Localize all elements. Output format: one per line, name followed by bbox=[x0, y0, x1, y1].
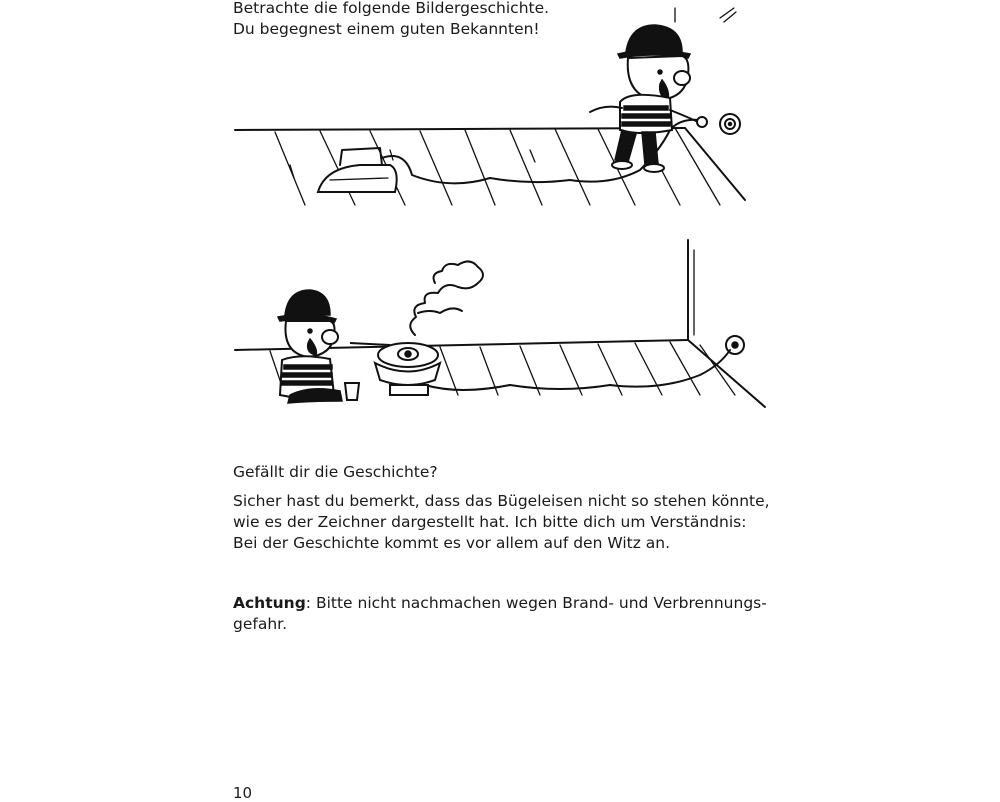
question-text: Gefällt dir die Geschichte? bbox=[233, 463, 438, 481]
explanation-line-3: Bei der Geschichte kommt es vor allem auf den Witz an. bbox=[233, 534, 671, 552]
warning-note bbox=[233, 593, 767, 635]
salt-shaker-icon bbox=[345, 383, 359, 400]
page-number: 10 bbox=[233, 784, 253, 802]
steam-icon bbox=[410, 261, 483, 335]
warning-line-2: gefahr. bbox=[233, 615, 288, 633]
frying-pan-icon bbox=[350, 343, 440, 395]
intro-line-1: Betrachte die folgende Bildergeschichte. bbox=[233, 0, 550, 17]
comic-panel-2-illustration bbox=[230, 235, 770, 415]
explanation-line-2: wie es der Zeichner dargestellt hat. Ich bitte dich um Verständnis: bbox=[233, 513, 747, 531]
comic-panel-1 bbox=[230, 0, 750, 215]
intro-line-2: Du begegnest einem guten Bekannten! bbox=[233, 20, 540, 38]
comic-panel-2 bbox=[230, 235, 770, 415]
comic-panel-1-illustration bbox=[230, 0, 750, 215]
iron-icon bbox=[318, 148, 397, 192]
man-figure-2 bbox=[278, 290, 342, 403]
explanation-line-1: Sicher hast du bemerkt, dass das Bügeleisen nicht so stehen könnte, bbox=[233, 492, 770, 510]
warning-label: Achtung bbox=[233, 594, 306, 612]
explanation-paragraph bbox=[233, 491, 770, 554]
wall-socket-icon bbox=[720, 114, 740, 134]
warning-line-1: : Bitte nicht nachmachen wegen Brand- und Verbrennungs- bbox=[305, 594, 767, 612]
